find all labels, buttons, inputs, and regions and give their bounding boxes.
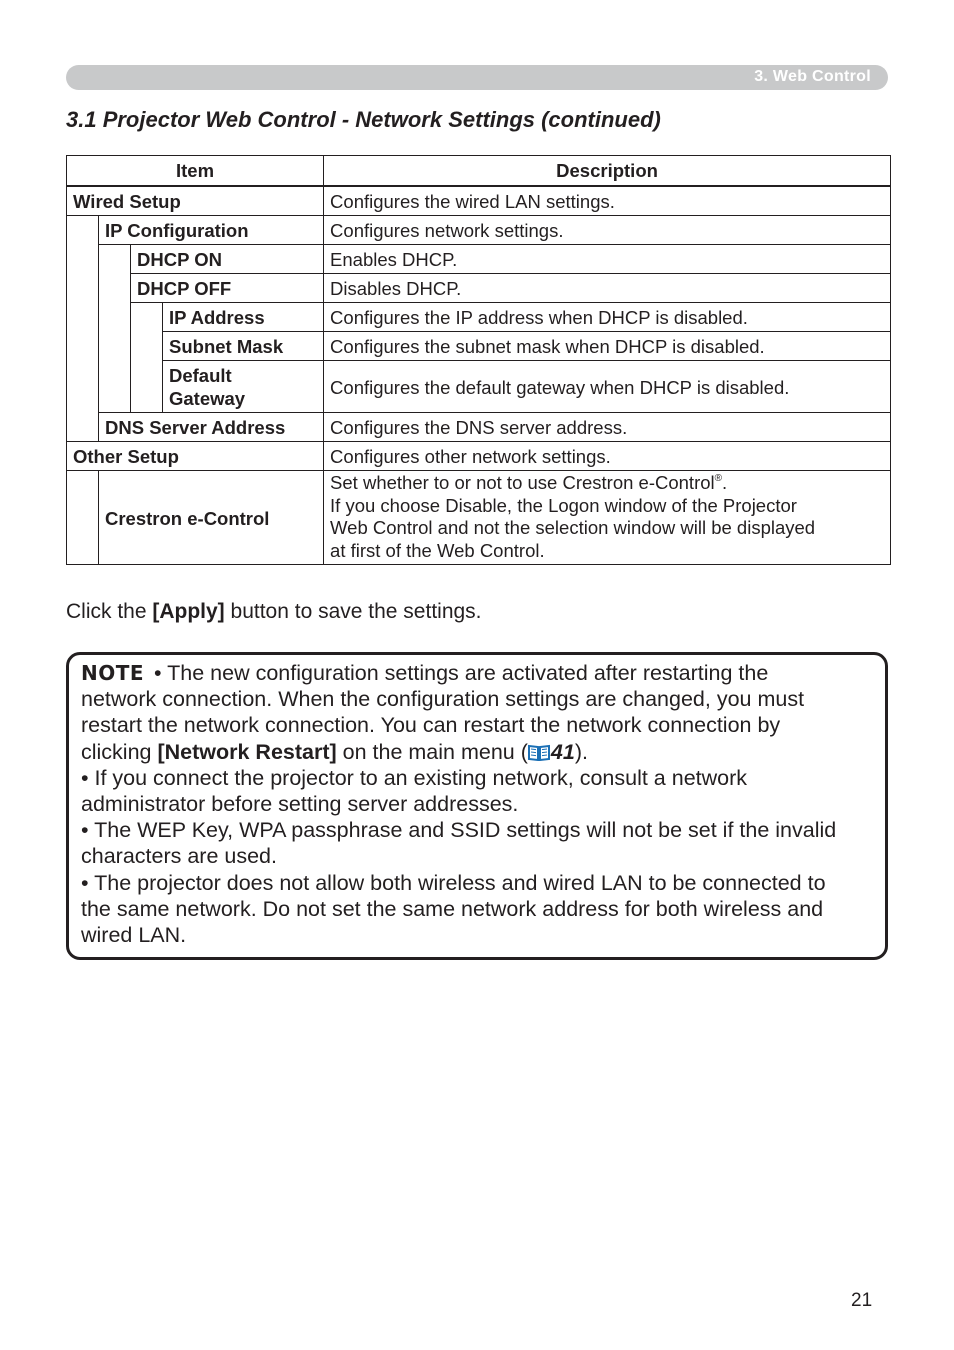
- row-description: Configures the wired LAN settings.: [324, 187, 891, 216]
- note-line: network connection. When the configuration settings are changed, you must: [81, 687, 805, 712]
- row-description: Configures network settings.: [324, 216, 891, 245]
- section-title: 3.1 Projector Web Control - Network Settings (continued): [66, 107, 661, 132]
- table-row: [67, 471, 891, 565]
- row-description: Disables DHCP.: [324, 274, 891, 303]
- table-row: [67, 216, 891, 245]
- row-item: IP Address: [163, 303, 324, 332]
- table-header-row: [67, 156, 891, 186]
- chapter-label: 3. Web Control: [754, 68, 871, 85]
- row-description: [324, 471, 891, 565]
- note-line: the same network. Do not set the same network address for both wireless and: [81, 896, 824, 921]
- apply-instruction: [66, 600, 482, 624]
- table-row: [67, 413, 891, 442]
- row-description: Configures the IP address when DHCP is disabled.: [324, 303, 891, 332]
- table-row: [67, 361, 891, 413]
- row-description: Enables DHCP.: [324, 245, 891, 274]
- row-description: Configures other network settings.: [324, 442, 891, 471]
- row-item: IP Configuration: [99, 216, 324, 245]
- book-icon: [528, 744, 550, 761]
- row-item: Subnet Mask: [163, 332, 324, 361]
- row-item: [163, 361, 324, 413]
- table-row: [67, 332, 891, 361]
- apply-suffix: button to save the settings.: [224, 600, 482, 623]
- note-line: on the main menu (: [336, 739, 528, 764]
- row-item: Crestron e-Control: [99, 471, 324, 565]
- apply-prefix: Click the: [66, 600, 153, 623]
- row-item: Other Setup: [67, 442, 324, 471]
- row-item: Wired Setup: [67, 187, 324, 216]
- page-number: 21: [851, 1290, 873, 1311]
- note-line: • The new configuration settings are activated after restarting the: [154, 661, 769, 685]
- note-line: characters are used.: [81, 844, 277, 869]
- row-item: DNS Server Address: [99, 413, 324, 442]
- note-text: [81, 660, 881, 948]
- registered-mark: ®: [714, 473, 723, 484]
- note-line: • The WEP Key, WPA passphrase and SSID settings will not be set if the invalid: [81, 818, 837, 843]
- note-tag: NOTE: [81, 661, 145, 685]
- table-row: [67, 303, 891, 332]
- description-line: at first of the Web Control.: [330, 539, 545, 561]
- row-description: Configures the subnet mask when DHCP is disabled.: [324, 332, 891, 361]
- description-line: If you choose Disable, the Logon window of the Projector: [330, 494, 797, 516]
- note-line: • If you connect the projector to an existing network, consult a network: [81, 765, 748, 790]
- apply-button-reference: [Apply]: [152, 600, 225, 623]
- description-line: Set whether to or not to use Crestron e-Control: [330, 472, 715, 493]
- column-header-item: Item: [67, 156, 324, 186]
- note-line: clicking: [81, 739, 158, 764]
- row-item: DHCP OFF: [131, 274, 324, 303]
- note-line: wired LAN.: [81, 923, 187, 948]
- row-description: Configures the DNS server address.: [324, 413, 891, 442]
- row-item-line: Gateway: [169, 388, 246, 409]
- table-row: [67, 187, 891, 216]
- note-line: administrator before setting server addresses.: [81, 792, 519, 817]
- settings-table: [66, 155, 891, 565]
- row-item-line: Default: [169, 365, 232, 386]
- table-row: [67, 442, 891, 471]
- network-restart-reference: [Network Restart]: [157, 739, 337, 764]
- table-row: [67, 274, 891, 303]
- note-box: [66, 652, 888, 960]
- column-header-description: Description: [324, 156, 891, 186]
- page-reference[interactable]: 41: [550, 739, 575, 764]
- description-line: Web Control and not the selection window will be displayed: [330, 517, 816, 538]
- row-description: Configures the default gateway when DHCP is disabled.: [324, 361, 891, 413]
- table-row: [67, 245, 891, 274]
- note-line: ).: [574, 739, 588, 764]
- note-line: • The projector does not allow both wireless and wired LAN to be connected to: [81, 870, 826, 895]
- chapter-header-bar: [66, 65, 888, 90]
- row-item: DHCP ON: [131, 245, 324, 274]
- description-line-end: .: [722, 472, 728, 493]
- note-line: restart the network connection. You can restart the network connection by: [81, 713, 781, 738]
